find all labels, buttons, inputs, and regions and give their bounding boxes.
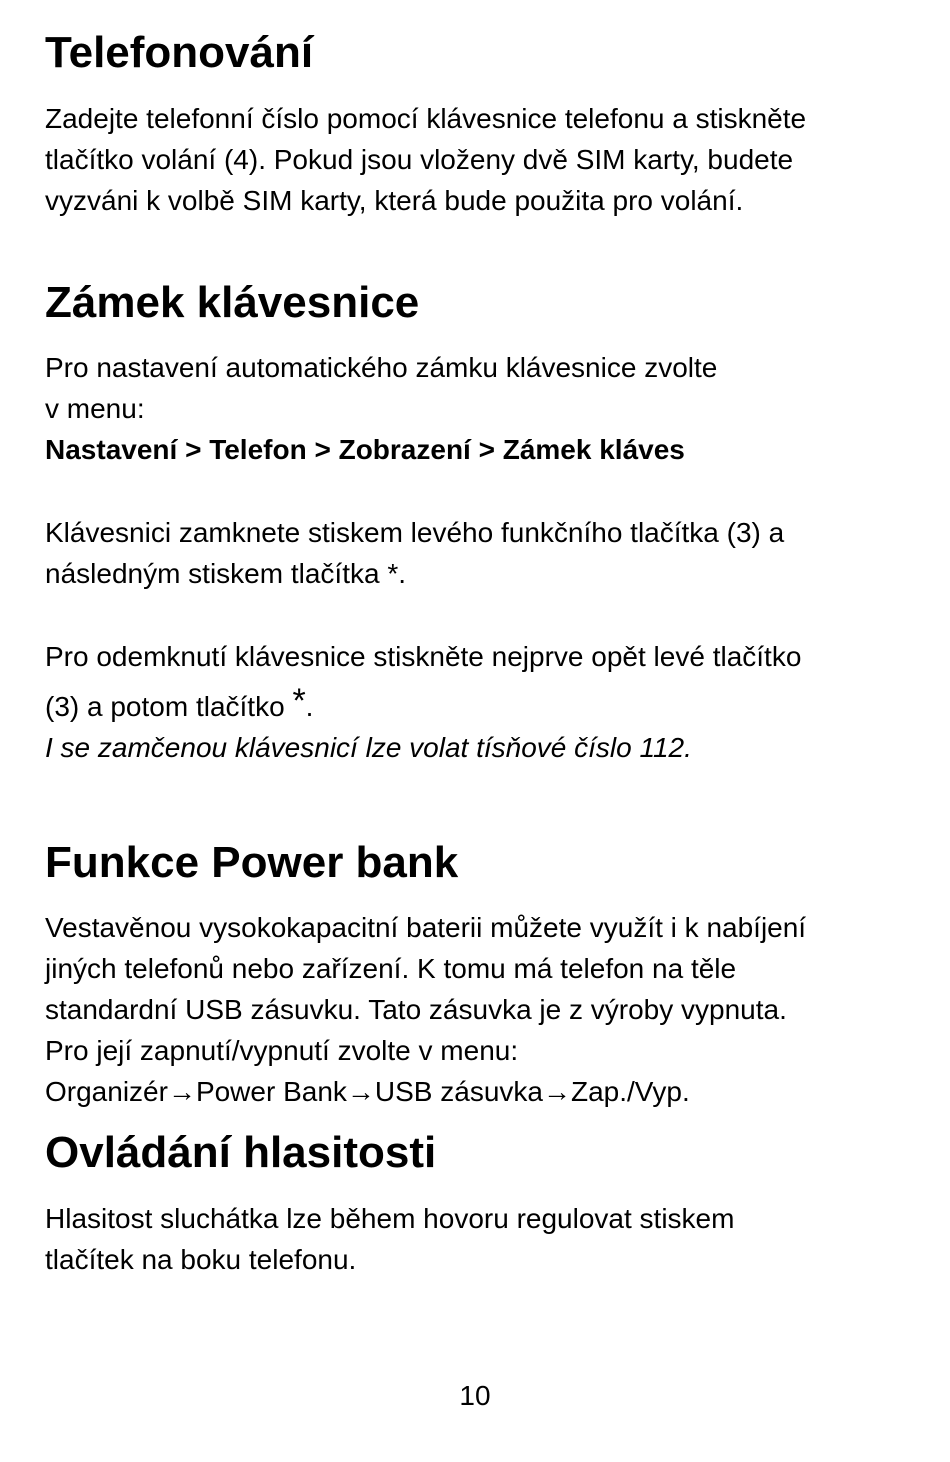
heading-zamek-klavesnice: Zámek klávesnice — [45, 278, 420, 327]
unlock-instructions — [45, 636, 925, 768]
paragraph-line: vyzváni k volbě SIM karty, která bude použita pro volání. — [45, 185, 744, 216]
paragraph-line: standardní USB zásuvku. Tato zásuvka je z výroby vypnuta. — [45, 994, 787, 1025]
paragraph-line: Vestavěnou vysokokapacitní baterii můžete využít i k nabíjení — [45, 912, 807, 943]
menu-path: Nastavení > Telefon > Zobrazení > Zámek kláves — [45, 434, 685, 465]
heading-telefonovani: Telefonování — [45, 28, 314, 77]
paragraph-line: tlačítko volání (4). Pokud jsou vloženy dvě SIM karty, budete — [45, 144, 794, 175]
paragraph-line: v menu: — [45, 393, 145, 424]
section-hlasitost-body — [45, 1198, 905, 1280]
paragraph-line: tlačítek na boku telefonu. — [45, 1244, 357, 1275]
paragraph-line: následným stiskem tlačítka *. — [45, 558, 407, 589]
lock-instructions — [45, 512, 905, 594]
paragraph-line: Pro nastavení automatického zámku klávesnice zvolte — [45, 352, 718, 383]
paragraph-line: jiných telefonů nebo zařízení. K tomu má telefon na těle — [45, 953, 737, 984]
section-power-bank-body — [45, 907, 925, 1112]
star-key-symbol: * — [292, 682, 306, 720]
paragraph-line: Pro odemknutí klávesnice stiskněte nejprve opět levé tlačítko — [45, 641, 802, 672]
paragraph-line: Hlasitost sluchátka lze během hovoru regulovat stiskem — [45, 1203, 735, 1234]
emergency-note: I se zamčenou klávesnicí lze volat tísňové číslo 112. — [45, 732, 692, 763]
page-number: 10 — [459, 1380, 491, 1411]
heading-ovladani-hlasitosti: Ovládání hlasitosti — [45, 1128, 437, 1177]
unlock-suffix: . — [305, 691, 314, 722]
section-zamek-body — [45, 347, 905, 470]
menu-path-power-bank: Organizér→Power Bank→USB zásuvka→Zap./Vyp. — [45, 1076, 690, 1107]
section-telefonovani-body — [45, 98, 905, 221]
paragraph-line: Zadejte telefonní číslo pomocí klávesnice telefonu a stiskněte — [45, 103, 807, 134]
paragraph-line: Klávesnici zamknete stiskem levého funkčního tlačítka (3) a — [45, 517, 785, 548]
heading-power-bank: Funkce Power bank — [45, 838, 459, 887]
unlock-prefix: (3) a potom tlačítko — [45, 691, 293, 722]
paragraph-line: Pro její zapnutí/vypnutí zvolte v menu: — [45, 1035, 519, 1066]
paragraph-line — [45, 682, 925, 727]
